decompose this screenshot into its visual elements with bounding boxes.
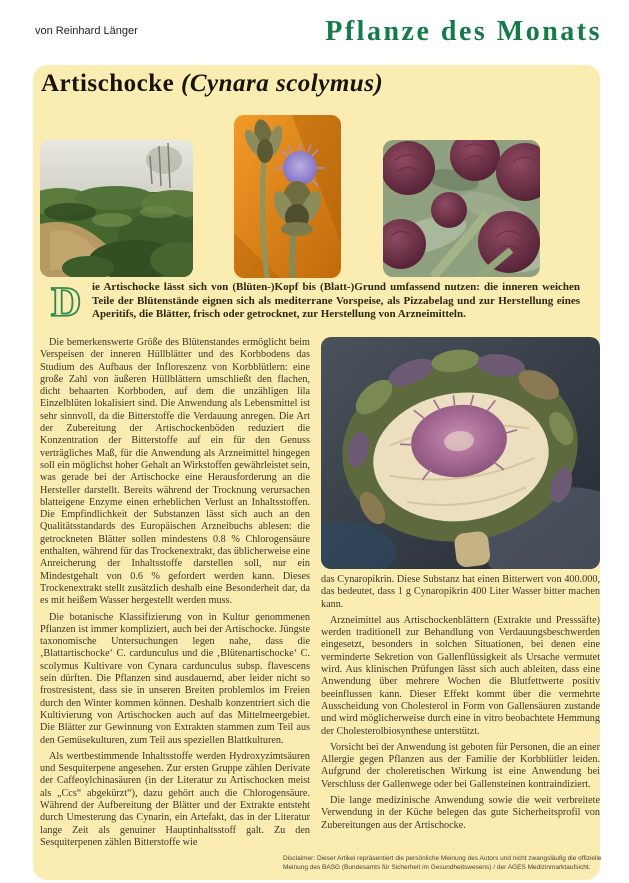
byline: von Reinhard Länger [35, 25, 138, 37]
article-title-latin: (Cynara scolymus) [181, 70, 384, 97]
lead-paragraph [50, 281, 580, 322]
artichoke-cross-section-illustration [321, 337, 600, 569]
disclaimer [283, 854, 603, 872]
disclaimer-text: Disclaimer: Dieser Artikel repräsentiert die persönliche Meinung des Autors und nicht zwangsläufig die offizielle Meinung des BASG (Bundesamts für Sicherheit im Gesundheitswesens) / der AGES Medizinmarktaufsicht. [283, 855, 602, 871]
thistle-flower-photo [234, 115, 341, 278]
artichoke-field-illustration [40, 140, 193, 277]
artichoke-cross-section-photo [321, 337, 600, 569]
article-panel [33, 65, 600, 880]
body-paragraph: Vorsicht bei der Anwendung ist geboten für Personen, die an einer Allergie gegen Pflanzen aus der Familie der Korbblütler leiden. Aufgrund der choleretischen Wirkung ist eine Anwendung bei Verschluss der Gallenwege oder bei Gallensteinen kontraindiziert. [321, 741, 600, 790]
body-paragraph: Als wertbestimmende Inhaltsstoffe werden Hydroxyzimtsäuren und Sesquiterpene angesehen. Zur ersten Gruppe zählen Derivate der Caffeoylchinasäuren (in der Literatur zu Artischocken meist als „Ccs“ abgekürzt“), dazu gehört auch die Chlorogensäure. Während der Aufbereitung der Blätter und der Extrakte entsteht durch Umesterung das Cynarin, ein Artefakt, das in der Literatur lange Zeit als genuiner Hauptinhaltsstoff galt. Zu den Sesquiterpenen zählen Bitterstoffe wie [40, 750, 310, 848]
dropcap-letter: D [51, 282, 82, 322]
artichoke-field-photo [40, 140, 193, 277]
body-paragraph: Die lange medizinische Anwendung sowie die weit verbreitete Verwendung in der Küche belegen das gute Sicherheitsprofil von Zubereitungen aus der Artischocke. [321, 795, 600, 831]
dropcap-d [50, 282, 86, 322]
page-title: Pflanze des Monats [325, 16, 602, 47]
article-title [41, 70, 383, 98]
artichoke-harvest-photo [383, 140, 540, 277]
article-columns [40, 337, 600, 853]
right-column [321, 337, 600, 853]
article-title-main: Artischocke [41, 70, 175, 97]
thistle-flower-illustration [234, 115, 341, 278]
artichoke-harvest-illustration [383, 140, 540, 277]
body-paragraph: Die bemerkenswerte Größe des Blütenstandes ermöglicht beim Verspeisen der inneren Hüllblätter und des Korbbodens das Studium des Aufbaus der Infloreszenz von Korbblütlern: eine große Zahl von äußeren Hüllblättern umschließt den flachen, dicht behaarten Korbboden, auf dem die unzähligen lila Einzelblüten lokalisiert sind. Die Anwendung als Lebensmittel ist sehr sinnvoll, da die Bitterstoffe die Verdauung anregen. Die Art der Zubereitung der Artischockenböden reduziert die Konzentration der Bitterstoffe auf ein für den Genuss verträgliches Maß, für die Anwendung als Arzneimittel hingegen soll ein möglichst hoher Gehalt an Wirkstoffen gewährleistet sein, was gerade bei der Artischocke eine Herausforderung an die Hersteller darstellt. Bereits während der Trocknung verursachen blatteigene Enzyme einen erheblichen Verlust an Inhaltsstoffen. Die Empfindlichkeit der Substanzen lässt sich auch an den Qualitätsstandards des Europäischen Arzneibuchs ablesen: die getrockneten Blätter sollen mindestens 0.8 % Chlorogensäure enthalten, während für das Trockenextrakt, das üblicherweise eine Anreicherung der Inhaltsstoffe darstellen soll, nur ein Mindestgehalt von 0.6 % gefordert werden kann. Dieses Trockenextrakt stellt zusätzlich deshalb eine Besonderheit dar, da es mit heißem Wasser hergestellt werden muss. [40, 337, 310, 607]
body-paragraph: das Cynaropikrin. Diese Substanz hat einen Bitterwert von 400.000, das bedeutet, dass 1 g Cynaropikrin 400 Liter Wasser bitter machen kann. [321, 574, 600, 610]
lead-text: ie Artischocke lässt sich von (Blüten-)Kopf bis (Blatt-)Grund umfassend nutzen: die inneren weichen Teile der Blütenstände eignen sich als mediterrane Vorspeise, als Pizzabelag und zur Herstellung eines Aperitifs, die Blätter, frisch oder getrocknet, zur Herstellung von Arzneimitteln. [92, 281, 580, 320]
left-column [40, 337, 310, 853]
body-paragraph: Die botanische Klassifizierung von in Kultur genommenen Pflanzen ist immer kompliziert, auch bei der Artischocke. Jüngste taxonomische Untersuchungen legen nahe, dass die ‚Blattartischocke‘ C. cardunculus und die ‚Blütenartischocke‘ C. scolymus Kultivare von Cynara cardunculus subsp. flavescens sein dürften. Die Pflanzen sind ausdauernd, aber leider nicht so frostresistent, dass sie in unseren Breiten problemlos im Freien durch den Winter kommen können. Deshalb konzentriert sich die Kultivierung von Artischocken auch auf das Mittelmeergebiet. Die Blätter zur Gewinnung von Extrakten stammen zum Teil aus den Gemüsekulturen, zum Teil aus speziellen Blattkulturen. [40, 611, 310, 746]
body-paragraph: Arzneimittel aus Artischockenblättern (Extrakte und Presssäfte) werden traditionell zur Behandlung von Verdauungsbeschwerden eingesetzt, besonders in solchen Situationen, bei denen eine verminderte Sekretion von Gallenflüssigkeit als Ursache vermutet wird. Aus klinischen Prüfungen lässt sich auch ableiten, dass eine Anwendung über mehrere Wochen die Blutfettwerte positiv beeinflussen kann. Dieser Effekt kommt über die vermehrte Ausscheidung von Cholesterol in Form von Gallensäuren zustande und wird möglicherweise durch eine in vitro beobachtete Hemmung der Cholesterolbiosynthese unterstützt. [321, 614, 600, 737]
